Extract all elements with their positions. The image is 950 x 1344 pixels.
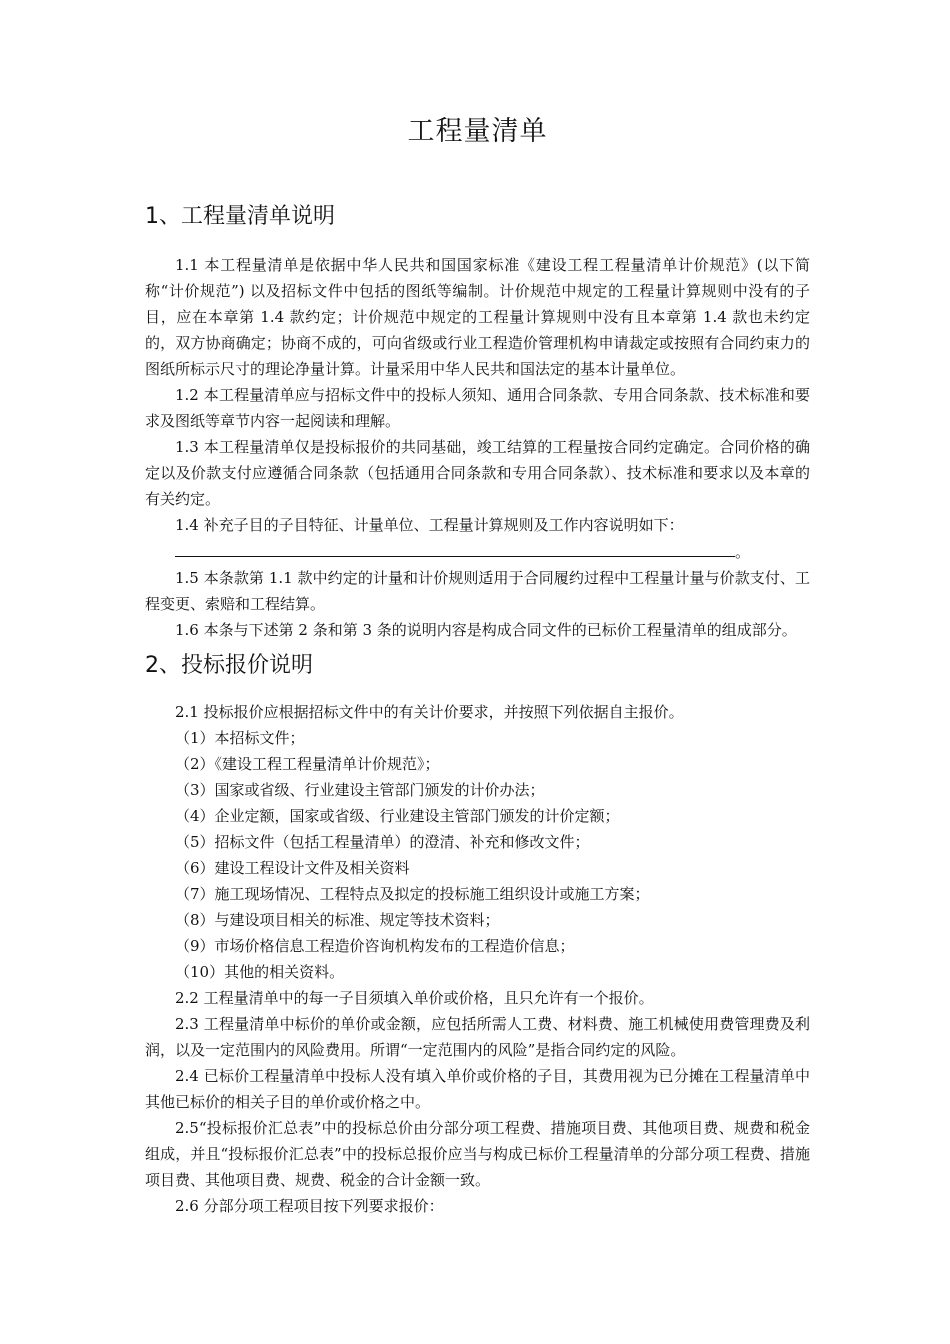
list-item: （3）国家或省级、行业建设主管部门颁发的计价办法； (175, 781, 545, 799)
paragraph-1-3: 1.3 本工程量清单仅是投标报价的共同基础，竣工结算的工程量按合同约定确定。合同价格的确定以及价款支付应遵循合同条款（包括通用合同条款和专用合同条款）、技术标准和要求以及本章的有关约定。 (145, 438, 810, 508)
list-item: （7）施工现场情况、工程特点及拟定的投标施工组织设计或施工方案； (175, 885, 650, 903)
paragraph-1-2: 1.2 本工程量清单应与招标文件中的投标人须知、通用合同条款、专用合同条款、技术标准和要求及图纸等章节内容一起阅读和理解。 (145, 386, 810, 430)
paragraph-2-3: 2.3 工程量清单中标价的单价或金额，应包括所需人工费、材料费、施工机械使用费管理费及利润，以及一定范围内的风险费用。所谓“一定范围内的风险”是指合同约定的风险。 (145, 1015, 810, 1059)
section-2-heading: 2、投标报价说明 (145, 653, 313, 678)
paragraph-2-4: 2.4 已标价工程量清单中投标人没有填入单价或价格的子目，其费用视为已分摊在工程量清单中其他已标价的相关子目的单价或价格之中。 (145, 1067, 810, 1111)
list-item: （5）招标文件（包括工程量清单）的澄清、补充和修改文件； (175, 833, 590, 851)
paragraph-1-4: 1.4 补充子目的子目特征、计量单位、工程量计算规则及工作内容说明如下： (175, 516, 684, 534)
list-item: （9）市场价格信息工程造价咨询机构发布的工程造价信息； (175, 937, 575, 955)
paragraph-1-5: 1.5 本条款第 1.1 款中约定的计量和计价规则适用于合同履约过程中工程量计量与价款支付、工程变更、索赔和工程结算。 (145, 569, 810, 613)
paragraph-1-6: 1.6 本条与下述第 2 条和第 3 条的说明内容是构成合同文件的已标价工程量清单的组成部分。 (175, 621, 797, 639)
section-1-heading: 1、工程量清单说明 (145, 204, 335, 229)
paragraph-2-1: 2.1 投标报价应根据招标文件中的有关计价要求，并按照下列依据自主报价。 (175, 703, 684, 721)
paragraph-2-6: 2.6 分部分项工程项目按下列要求报价： (175, 1197, 444, 1215)
fill-in-blank-row (145, 538, 810, 565)
list-item: （2）《建设工程工程量清单计价规范》； (175, 755, 440, 773)
paragraph-2-2: 2.2 工程量清单中的每一子目须填入单价或价格，且只允许有一个报价。 (175, 989, 654, 1007)
fill-in-blank-line (175, 538, 735, 557)
list-item: （4）企业定额，国家或省级、行业建设主管部门颁发的计价定额； (175, 807, 620, 825)
list-item: （6）建设工程设计文件及相关资料 (175, 859, 410, 877)
fill-in-blank-period: 。 (735, 543, 751, 561)
document-title: 工程量清单 (407, 116, 548, 147)
list-item: （1）本招标文件； (175, 729, 305, 747)
paragraph-2-5: 2.5“投标报价汇总表”中的投标总价由分部分项工程费、措施项目费、其他项目费、规费和税金组成，并且“投标报价汇总表”中的投标总报价应当与构成已标价工程量清单的分部分项工程费、措施项目费、其他项目费、规费、税金的合计金额一致。 (145, 1119, 810, 1189)
list-item: （10）其他的相关资料。 (175, 963, 345, 981)
paragraph-1-1: 1.1 本工程量清单是依据中华人民共和国国家标准《建设工程工程量清单计价规范》(以下简称“计价规范”) 以及招标文件中包括的图纸等编制。计价规范中规定的工程量计算规则中没有的子目，应在本章第 1.4 款约定；计价规范中规定的工程量计算规则中没有且本章第 1.4 款也未约定的，双方协商确定；协商不成的，可向省级或行业工程造价管理机构申请裁定或按照有合同约束力的图纸所标示尺寸的理论净量计算。计量采用中华人民共和国法定的基本计量单位。 (145, 256, 810, 378)
list-item: （8）与建设项目相关的标准、规定等技术资料； (175, 911, 500, 929)
